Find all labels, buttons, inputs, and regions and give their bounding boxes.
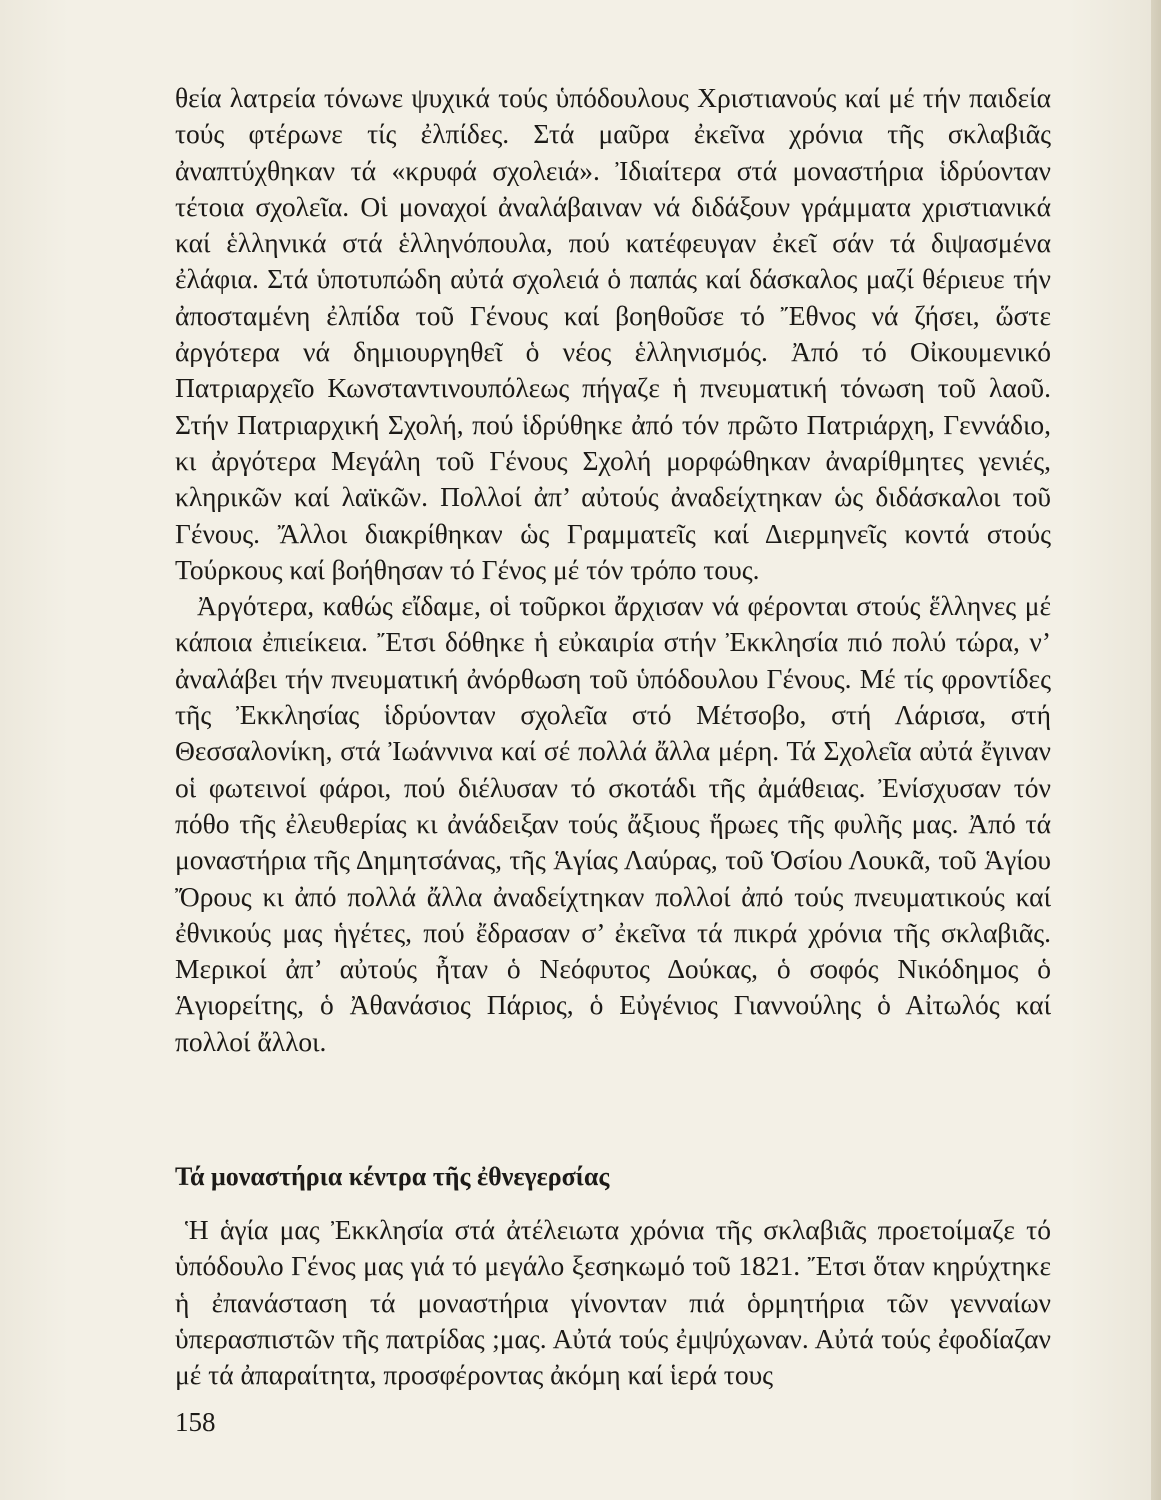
section-paragraph: Ἡ ἁγία μας Ἐκκλησία στά ἀτέλειωτα χρόνια τῆς σκλαβιᾶς προετοίμαζε τό ὑπόδουλο Γένος μας γιά τό μεγάλο ξεσηκωμό τοῦ 1821. Ἔτσι ὅταν κηρύχτηκε ἡ ἐπανάσταση τά μοναστήρια γίνονταν πιά ὁρμητήρια τῶν γενναίων ὑπερασπιστῶν τῆς πατρίδας ;μας. Αὐτά τούς ἐμψύχωναν. Αὐτά τούς ἐφοδίαζαν μέ τά ἀπαραίτητα, προσφέροντας ἀκόμη καί ἱερά τους <box>175 1214 1051 1391</box>
body-text <box>175 80 1051 1060</box>
paragraph-church-schools: Ἀργότερα, καθώς εἴδαμε, οἱ τοῦρκοι ἄρχισαν νά φέρονται στούς ἕλληνες μέ κάποια ἐπιείκεια. Ἔτσι δόθηκε ἡ εὐκαιρία στήν Ἐκκλησία πιό πολύ τώρα, ν’ ἀναλάβει τήν πνευματική ἀνόρθωση τοῦ ὑπόδουλου Γένους. Μέ τίς φροντίδες τῆς Ἐκκλησίας ἱδρύονταν σχολεῖα στό Μέτσοβο, στή Λάρισα, στή Θεσσαλονίκη, στά Ἰωάννινα καί σέ πολλά ἄλλα μέρη. Τά Σχολεῖα αὐτά ἔγιναν οἱ φωτεινοί φάροι, πού διέλυσαν τό σκοτάδι τῆς ἀμάθειας. Ἐνίσχυσαν τόν πόθο τῆς ἐλευθερίας κι ἀνάδειξαν τούς ἄξιους ἥρωες τῆς φυλῆς μας. Ἀπό τά μοναστήρια τῆς Δημητσάνας, τῆς Ἁγίας Λαύρας, τοῦ Ὁσίου Λουκᾶ, τοῦ Ἁγίου Ὄρους κι ἀπό πολλά ἄλλα ἀναδείχτηκαν πολλοί ἀπό τούς πνευματικούς καί ἐθνικούς μας ἡγέτες, πού ἔδρασαν σ’ ἐκεῖνα τά πικρά χρόνια τῆς σκλαβιᾶς. Μερικοί ἀπ’ αὐτούς ἦταν ὁ Νεόφυτος Δούκας, ὁ σοφός Νικόδημος ὁ Ἁγιορείτης, ὁ Ἀθανάσιος Πάριος, ὁ Εὐγένιος Γιαννούλης ὁ Αἰτωλός καί πολλοί ἄλλοι. <box>175 590 1051 1057</box>
paragraph-monastic-schools: θεία λατρεία τόνωνε ψυχικά τούς ὑπόδουλους Χριστιανούς καί μέ τήν παιδεία τούς φτέρωνε τίς ἐλπίδες. Στά μαῦρα ἐκεῖνα χρόνια τῆς σκλαβιᾶς ἀναπτύχθηκαν τά «κρυφά σχολειά». Ἰδιαίτερα στά μοναστήρια ἱδρύονταν τέτοια σχολεῖα. Οἱ μοναχοί ἀναλάβαιναν νά διδάξουν γράμματα χριστιανικά καί ἑλληνικά στά ἑλληνόπουλα, πού κατέφευγαν ἐκεῖ σάν τά διψασμένα ἐλάφια. Στά ὑποτυπώδη αὐτά σχολειά ὁ παπάς καί δάσκαλος μαζί θέριευε τήν ἀποσταμένη ἐλπίδα τοῦ Γένους καί βοηθοῦσε τό Ἔθνος νά ζήσει, ὥστε ἀργότερα νά δημιουργηθεῖ ὁ νέος ἑλληνισμός. Ἀπό τό Οἰκουμενικό Πατριαρχεῖο Κωνσταντινουπόλεως πήγαζε ἡ πνευματική τόνωση τοῦ λαοῦ. Στήν Πατριαρχική Σχολή, πού ἱδρύθηκε ἀπό τόν πρῶτο Πατριάρχη, Γεννάδιο, κι ἀργότερα Μεγάλη τοῦ Γένους Σχολή μορφώθηκαν ἀναρίθμητες γενιές, κληρικῶν καί λαϊκῶν. Πολλοί ἀπ’ αὐτούς ἀναδείχτηκαν ὡς διδάσκαλοι τοῦ Γένους. Ἄλλοι διακρίθηκαν ὡς Γραμματεῖς καί Διερμηνεῖς κοντά στούς Τούρκους καί βοήθησαν τό Γένος μέ τόν τρόπο τους. <box>175 82 1051 585</box>
section-heading: Τά μοναστήρια κέντρα τῆς ἐθνεγερσίας <box>175 1162 610 1191</box>
page-edge-shadow <box>1151 0 1161 1500</box>
page-number: 158 <box>175 1407 216 1437</box>
